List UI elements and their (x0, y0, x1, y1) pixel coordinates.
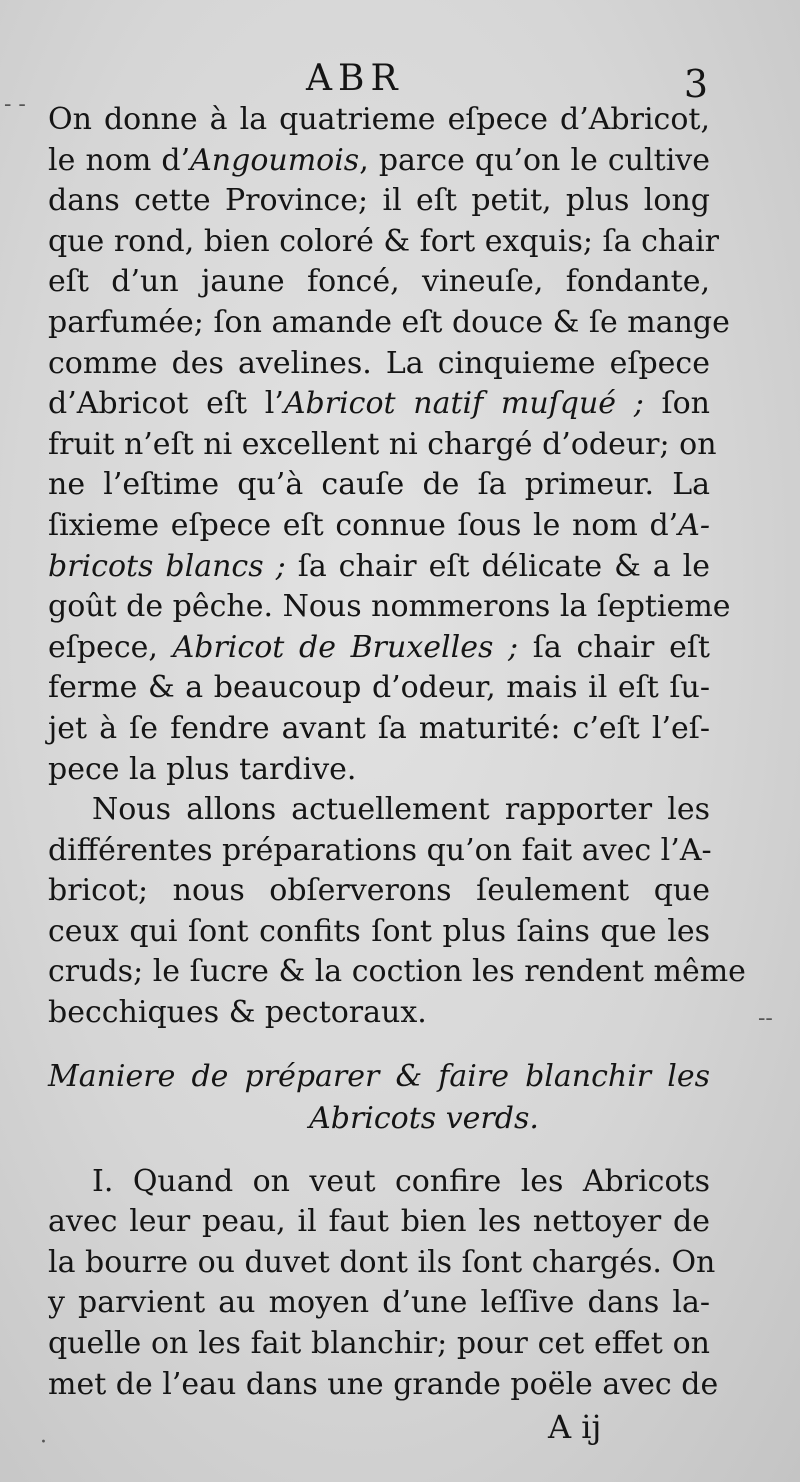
italic-term: A- (678, 507, 710, 543)
text-line: bricot; nous obſerverons ſeulement que (48, 873, 710, 909)
text-line: dans cette Province; il eſt petit, plus long (48, 183, 710, 219)
body-text (48, 100, 746, 1405)
text-line: fruit n’eſt ni excellent ni chargé d’odeur; on (48, 426, 717, 462)
margin-mark: - - (4, 92, 26, 117)
text-line: met de l’eau dans une grande poële avec de (48, 1366, 719, 1402)
text-line: becchiques & pectoraux. (48, 995, 427, 1031)
text-line: ne l’eſtime qu’à cauſe de ſa primeur. La (48, 467, 710, 503)
text-line: jet à ſe fendre avant ſa maturité: c’eſt l’eſ- (48, 710, 710, 746)
text-line: le nom d’Angoumois, parce qu’on le cultive (48, 142, 710, 178)
spacer (48, 1140, 710, 1162)
margin-mark: · (40, 1430, 47, 1455)
text-line: d’Abricot eſt l’Abricot natif muſqué ; ſon (48, 386, 710, 422)
heading-line: Maniere de préparer & faire blanchir les (48, 1058, 710, 1094)
text-line: ferme & a beaucoup d’odeur, mais il eſt ſu- (48, 670, 710, 706)
text-line: différentes préparations qu’on fait avec l’A- (48, 832, 712, 868)
paragraph-3 (48, 1162, 719, 1406)
spacer (48, 1034, 710, 1056)
text-line: avec leur peau, il faut bien les nettoyer de (48, 1204, 710, 1240)
text-line: bricots blancs ; ſa chair eſt délicate & a le (48, 548, 711, 584)
italic-term: Abricot de Bruxelles ; (172, 629, 519, 665)
text-line: que rond, bien coloré & fort exquis; ſa chair (48, 223, 720, 259)
heading-line: Abricots verds. (309, 1100, 539, 1136)
text-line: y parvient au moyen d’une leſſive dans la- (48, 1285, 710, 1321)
text-line: ſixieme eſpece eſt connue ſous le nom d’A- (48, 507, 710, 543)
text-line: I. Quand on veut confire les Abricots (92, 1163, 710, 1199)
text-line: goût de pêche. Nous nommerons la ſeptieme (48, 589, 731, 625)
italic-term: bricots blancs ; (48, 548, 286, 584)
text-line: eſt d’un jaune foncé, vineuſe, fondante, (48, 264, 710, 300)
text-line: la bourre ou duvet dont ils ſont chargés. On (48, 1244, 716, 1280)
page-number: 3 (683, 62, 708, 106)
text-line: Nous allons actuellement rapporter les (92, 792, 710, 828)
text-line: cruds; le ſucre & la coction les rendent même (48, 954, 746, 990)
section-heading (48, 1056, 710, 1140)
text-line: quelle on les fait blanchir; pour cet effet on (48, 1326, 710, 1362)
text-line: pece la plus tardive. (48, 751, 357, 787)
running-title: ABR (306, 58, 404, 99)
margin-mark: -- (758, 1006, 773, 1031)
text-line: parfumée; ſon amande eſt douce & ſe mange (48, 304, 730, 340)
italic-term: Angoumois (190, 142, 360, 178)
text-line: ceux qui ſont confits ſont plus ſains que les (48, 913, 710, 949)
text-line: comme des avelines. La cinquieme eſpece (48, 345, 710, 381)
text-line: On donne à la quatrieme eſpece d’Abricot, (48, 102, 710, 137)
paragraph-1 (48, 100, 731, 790)
italic-term: Abricot natif muſqué ; (283, 386, 644, 422)
signature-mark: A ij (548, 1408, 602, 1446)
text-line: eſpece, Abricot de Bruxelles ; ſa chair eſt (48, 629, 710, 665)
paragraph-2 (48, 790, 746, 1034)
